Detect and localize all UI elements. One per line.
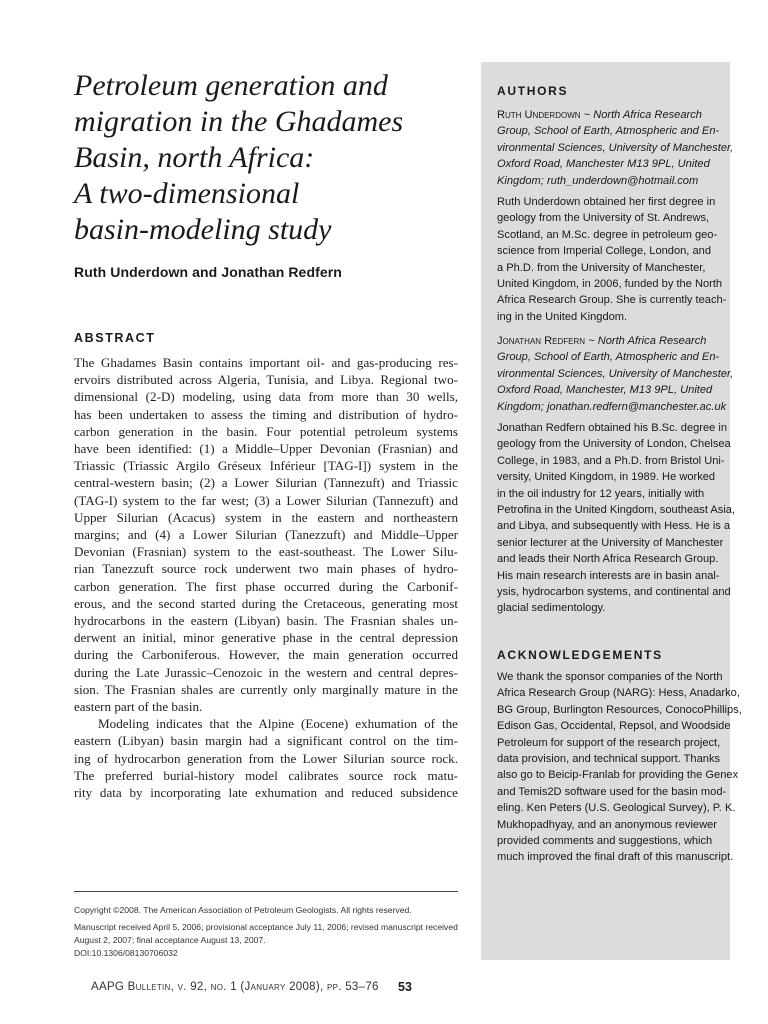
bio-line: Petrofina in the United Kingdom, southeast Asia,	[497, 504, 736, 517]
abstract-line: The Ghadames Basin contains important oil- and gas-producing res-	[74, 355, 458, 370]
abstract-line: The preferred burial-history model calibrates source rock matu-	[74, 767, 458, 783]
abstract-line: have been identified: (1) a Middle–Upper Devonian (Frasnian) and	[74, 441, 458, 457]
bio-line: ing in the United Kingdom.	[497, 310, 628, 323]
abstract-line: rian Tanezzuft source rock underwent two main phases of hydro-	[74, 561, 458, 577]
affil-line: Group, School of Earth, Atmospheric and En-	[497, 351, 720, 364]
ack-line: data provision, and technical support. Thanks	[497, 753, 721, 766]
abstract-line: (TAG-I) system to the far west; (3) a Lower Silurian (Tannezuft) and	[74, 492, 458, 508]
abstract-line: erous, and the second started during the Cretaceous, generating most	[74, 595, 458, 611]
abstract-line: Upper Silurian (Acacus) system in the eastern and northeastern	[74, 509, 458, 525]
abstract-line: ing of hydrocarbon generation from the Lower Silurian source rock.	[74, 750, 458, 766]
ack-line: provided comments and suggestions, which	[497, 835, 713, 848]
bio-line: senior lecturer at the University of Manchester	[497, 536, 724, 549]
affil-line: Kingdom; ruth_underdown@hotmail.com	[497, 174, 699, 187]
author-1-affil-first: ~ North Africa Research	[580, 109, 702, 121]
abstract-line: ervoirs distributed across Algeria, Tunisia, and Libya. Regional two-	[74, 372, 458, 388]
abstract-line: carbon generation in the basin. Four potential petroleum systems	[74, 423, 458, 439]
affil-line: Kingdom; jonathan.redfern@manchester.ac.uk	[497, 400, 727, 413]
ack-line: Petroleum for support of the research project,	[497, 736, 721, 749]
title-line: A two-dimensional	[74, 177, 300, 210]
bio-line: Ruth Underdown obtained her first degree in	[497, 196, 716, 208]
abstract-line: margins; and (4) a Lower Silurian (Tanezzuft) and Middle–Upper	[74, 527, 458, 543]
authors-heading: AUTHORS	[497, 84, 569, 98]
author-2-affiliation	[497, 333, 734, 415]
abstract-line: dimensional (2-D) modeling, using data from more than 30 wells,	[74, 389, 458, 405]
ack-line: and Temis2D software used for the basin mod-	[497, 785, 727, 798]
abstract-line: eastern (Libyan) basin margin had a significant control on the tim-	[74, 733, 458, 749]
abstract-line: rity data by incorporating late exhumation and reduced subsidence	[74, 785, 458, 801]
manuscript-history: Manuscript received April 5, 2006; provisional acceptance July 11, 2006; revised manuscript received	[74, 922, 458, 932]
acknowledgements-heading: ACKNOWLEDGEMENTS	[497, 648, 663, 662]
copyright-notice: Copyright ©2008. The American Association of Petroleum Geologists. All rights reserved.	[74, 905, 412, 915]
bio-line: and Libya, and subsequently with Hess. He is a	[497, 520, 731, 533]
ack-line: also go to Beicip-Franlab for providing the Genex	[497, 769, 739, 782]
ack-line: We thank the sponsor companies of the North	[497, 671, 723, 683]
abstract-line: central-western basin; (2) a Lower Silurian (Tannezuft) and Triassic	[74, 475, 458, 491]
bio-line: Africa Research Group. She is currently teach-	[497, 294, 727, 307]
title-line: migration in the Ghadames	[74, 105, 404, 138]
abstract-line: during the Late Jurassic–Cenozoic in the western and central depres-	[74, 664, 458, 680]
author-2-affil-first: ~ North Africa Research	[585, 335, 707, 347]
abstract-line: Triassic (Triassic Argilo Gréseux Inférieur [TAG-I]) system in the	[74, 458, 458, 474]
ack-line: Africa Research Group (NARG): Hess, Anadarko,	[497, 687, 740, 700]
author-1-name: Ruth Underdown	[497, 109, 581, 121]
abstract-line: sion. The Frasnian shales are currently only marginally mature in the	[74, 681, 458, 697]
bio-line: United Kingdom, in 2006, funded by the North	[497, 278, 723, 291]
ack-line: Mukhopadhyay, and an anonymous reviewer	[497, 818, 717, 831]
ack-line: BG Group, Burlington Resources, ConocoPhillips,	[497, 703, 742, 716]
doi: DOI:10.1306/08130706032	[74, 948, 178, 958]
abstract-line: derwent an initial, minor generative phase in the central depression	[74, 630, 458, 646]
title-line: basin-modeling study	[74, 213, 332, 246]
title-line: Basin, north Africa:	[74, 141, 315, 174]
bio-line: His main research interests are in basin anal-	[497, 569, 720, 582]
bio-line: geology from the University of London, Chelsea	[497, 438, 731, 451]
affil-line: Oxford Road, Manchester, M13 9PL, United	[497, 384, 713, 397]
bio-line: versity, United Kingdom, in 1989. He worked	[497, 471, 716, 484]
title-line: Petroleum generation and	[74, 69, 388, 102]
affil-line: Group, School of Earth, Atmospheric and En-	[497, 125, 720, 138]
ack-line: eling. Ken Peters (U.S. Geological Survey), P. K.	[497, 802, 736, 815]
bio-line: science from Imperial College, London, and	[497, 245, 711, 258]
author-1-bio	[497, 194, 729, 325]
bio-line: Scotland, an M.Sc. degree in petroleum geo-	[497, 228, 718, 241]
bio-line: in the oil industry for 12 years, initially with	[497, 487, 705, 500]
ack-line: Edison Gas, Occidental, Repsol, and Woodside	[497, 720, 731, 733]
page-number: 53	[398, 980, 412, 994]
bio-line: Jonathan Redfern obtained his B.Sc. degree in	[497, 422, 728, 434]
affil-line: vironmental Sciences, University of Manchester,	[497, 367, 734, 380]
article-title	[74, 68, 474, 248]
bio-line: College, in 1983, and a Ph.D. from Bristol Uni-	[497, 454, 725, 467]
footnote-divider	[74, 891, 458, 892]
acknowledgements-body	[497, 669, 742, 866]
abstract-heading: ABSTRACT	[74, 331, 156, 345]
bio-line: geology from the University of St. Andrews,	[497, 212, 710, 225]
bio-line: glacial sedimentology.	[497, 602, 606, 615]
abstract-line: hydrocarbons in the eastern (Libyan) basin. The Frasnian shales un-	[74, 613, 458, 629]
affil-line: vironmental Sciences, University of Manchester,	[497, 141, 734, 154]
author-2-name: Jonathan Redfern	[497, 335, 586, 347]
bio-line: and leads their North Africa Research Group.	[497, 553, 719, 566]
abstract-line: has been undertaken to assess the timing and distribution of hydro-	[74, 406, 458, 422]
abstract-line: Devonian (Frasnian) system to the east-southeast. The Lower Silu-	[74, 544, 458, 560]
bio-line: a Ph.D. from the University of Manchester,	[497, 261, 706, 274]
journal-citation: AAPG Bulletin, v. 92, no. 1 (January 2008), pp. 53–76	[91, 981, 379, 993]
abstract-body	[74, 354, 458, 801]
abstract-line: carbon generation. The first phase occurred during the Carbonif-	[74, 578, 458, 594]
abstract-line: eastern part of the basin.	[74, 699, 203, 715]
author-2-bio	[497, 420, 736, 617]
abstract-line: during the Carboniferous. However, the main generation occurred	[74, 647, 458, 663]
bio-line: ysis, hydrocarbon systems, and continental and	[497, 586, 731, 599]
affil-line: Oxford Road, Manchester M13 9PL, United	[497, 158, 710, 171]
manuscript-history: August 2, 2007; final acceptance August 13, 2007.	[74, 935, 266, 945]
article-authors: Ruth Underdown and Jonathan Redfern	[74, 264, 342, 280]
abstract-line: Modeling indicates that the Alpine (Eocene) exhumation of the	[98, 716, 458, 732]
footnotes	[74, 904, 464, 960]
ack-line: much improved the final draft of this manuscript.	[497, 851, 734, 864]
author-1-affiliation	[497, 107, 734, 189]
